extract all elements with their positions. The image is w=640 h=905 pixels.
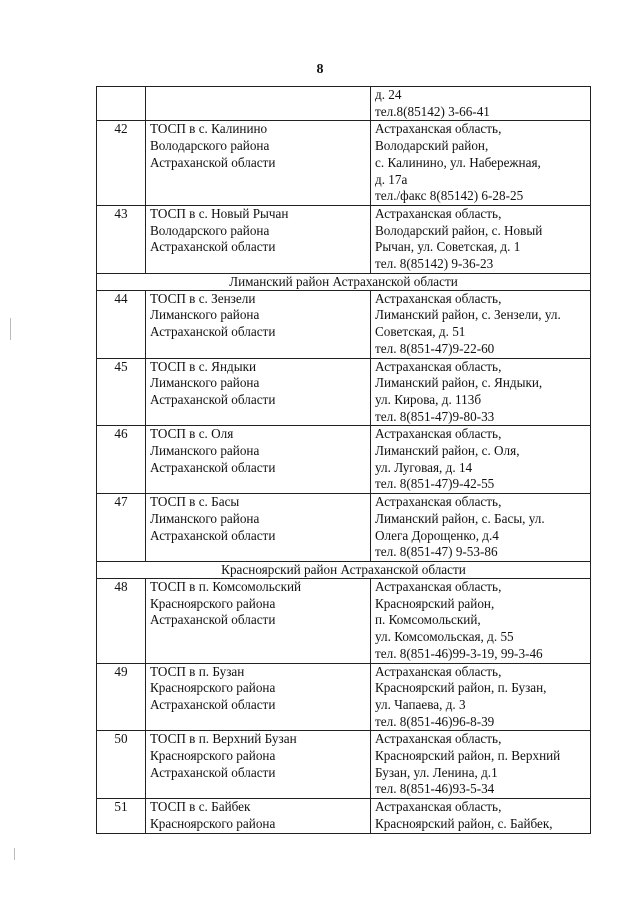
office-name-cell: ТОСП в с. Калинино Володарского района Астраханской области bbox=[146, 121, 371, 206]
office-address-cell: Астраханская область, Лиманский район, с. Зензели, ул. Советская, д. 51 тел. 8(851-47)9-22-60 bbox=[371, 290, 591, 358]
table-row bbox=[97, 731, 591, 799]
office-name-cell: ТОСП в с. Яндыки Лиманского района Астраханской области bbox=[146, 358, 371, 426]
office-address-cell: д. 24 тел.8(85142) 3-66-41 bbox=[371, 87, 591, 121]
office-address-cell: Астраханская область, Лиманский район, с. Яндыки, ул. Кирова, д. 113б тел. 8(851-47)9-80-33 bbox=[371, 358, 591, 426]
row-number-cell: 44 bbox=[97, 290, 146, 358]
section-header-row bbox=[97, 273, 591, 290]
office-address-cell: Астраханская область, Красноярский район, п. Комсомольский, ул. Комсомольская, д. 55 тел. 8(851-46)99-3-19, 99-3-46 bbox=[371, 578, 591, 663]
row-number-cell: 42 bbox=[97, 121, 146, 206]
table-row bbox=[97, 799, 591, 833]
row-number-cell bbox=[97, 87, 146, 121]
row-number-cell: 50 bbox=[97, 731, 146, 799]
table-row bbox=[97, 578, 591, 663]
office-name-cell: ТОСП в с. Зензели Лиманского района Астраханской области bbox=[146, 290, 371, 358]
section-title: Лиманский район Астраханской области bbox=[97, 273, 591, 290]
table-row bbox=[97, 121, 591, 206]
offices-table-body bbox=[97, 87, 591, 834]
binding-mark bbox=[14, 848, 15, 860]
section-title: Красноярский район Астраханской области bbox=[97, 561, 591, 578]
office-name-cell bbox=[146, 87, 371, 121]
table-row bbox=[97, 358, 591, 426]
table-row bbox=[97, 87, 591, 121]
table-row bbox=[97, 663, 591, 731]
office-name-cell: ТОСП в п. Верхний Бузан Красноярского района Астраханской области bbox=[146, 731, 371, 799]
table-row bbox=[97, 205, 591, 273]
section-header-row bbox=[97, 561, 591, 578]
table-row bbox=[97, 494, 591, 562]
row-number-cell: 46 bbox=[97, 426, 146, 494]
office-name-cell: ТОСП в п. Бузан Красноярского района Астраханской области bbox=[146, 663, 371, 731]
office-name-cell: ТОСП в с. Оля Лиманского района Астраханской области bbox=[146, 426, 371, 494]
office-address-cell: Астраханская область, Красноярский район, с. Байбек, bbox=[371, 799, 591, 833]
row-number-cell: 48 bbox=[97, 578, 146, 663]
office-name-cell: ТОСП в с. Басы Лиманского района Астраханской области bbox=[146, 494, 371, 562]
office-address-cell: Астраханская область, Лиманский район, с. Басы, ул. Олега Дорощенко, д.4 тел. 8(851-47) 9-53-86 bbox=[371, 494, 591, 562]
office-address-cell: Астраханская область, Володарский район, с. Калинино, ул. Набережная, д. 17а тел./факс 8(85142) 6-28-25 bbox=[371, 121, 591, 206]
table-row bbox=[97, 426, 591, 494]
offices-table bbox=[96, 86, 591, 834]
office-address-cell: Астраханская область, Красноярский район, п. Бузан, ул. Чапаева, д. 3 тел. 8(851-46)96-8-39 bbox=[371, 663, 591, 731]
row-number-cell: 43 bbox=[97, 205, 146, 273]
page-number: 8 bbox=[316, 62, 324, 77]
binding-mark bbox=[10, 318, 11, 340]
office-address-cell: Астраханская область, Володарский район, с. Новый Рычан, ул. Советская, д. 1 тел. 8(85142) 9-36-23 bbox=[371, 205, 591, 273]
office-name-cell: ТОСП в п. Комсомольский Красноярского района Астраханской области bbox=[146, 578, 371, 663]
table-row bbox=[97, 290, 591, 358]
office-address-cell: Астраханская область, Красноярский район, п. Верхний Бузан, ул. Ленина, д.1 тел. 8(851-46)93-5-34 bbox=[371, 731, 591, 799]
office-name-cell: ТОСП в с. Новый Рычан Володарского района Астраханской области bbox=[146, 205, 371, 273]
row-number-cell: 45 bbox=[97, 358, 146, 426]
row-number-cell: 51 bbox=[97, 799, 146, 833]
row-number-cell: 47 bbox=[97, 494, 146, 562]
row-number-cell: 49 bbox=[97, 663, 146, 731]
office-address-cell: Астраханская область, Лиманский район, с. Оля, ул. Луговая, д. 14 тел. 8(851-47)9-42-55 bbox=[371, 426, 591, 494]
office-name-cell: ТОСП в с. Байбек Красноярского района bbox=[146, 799, 371, 833]
